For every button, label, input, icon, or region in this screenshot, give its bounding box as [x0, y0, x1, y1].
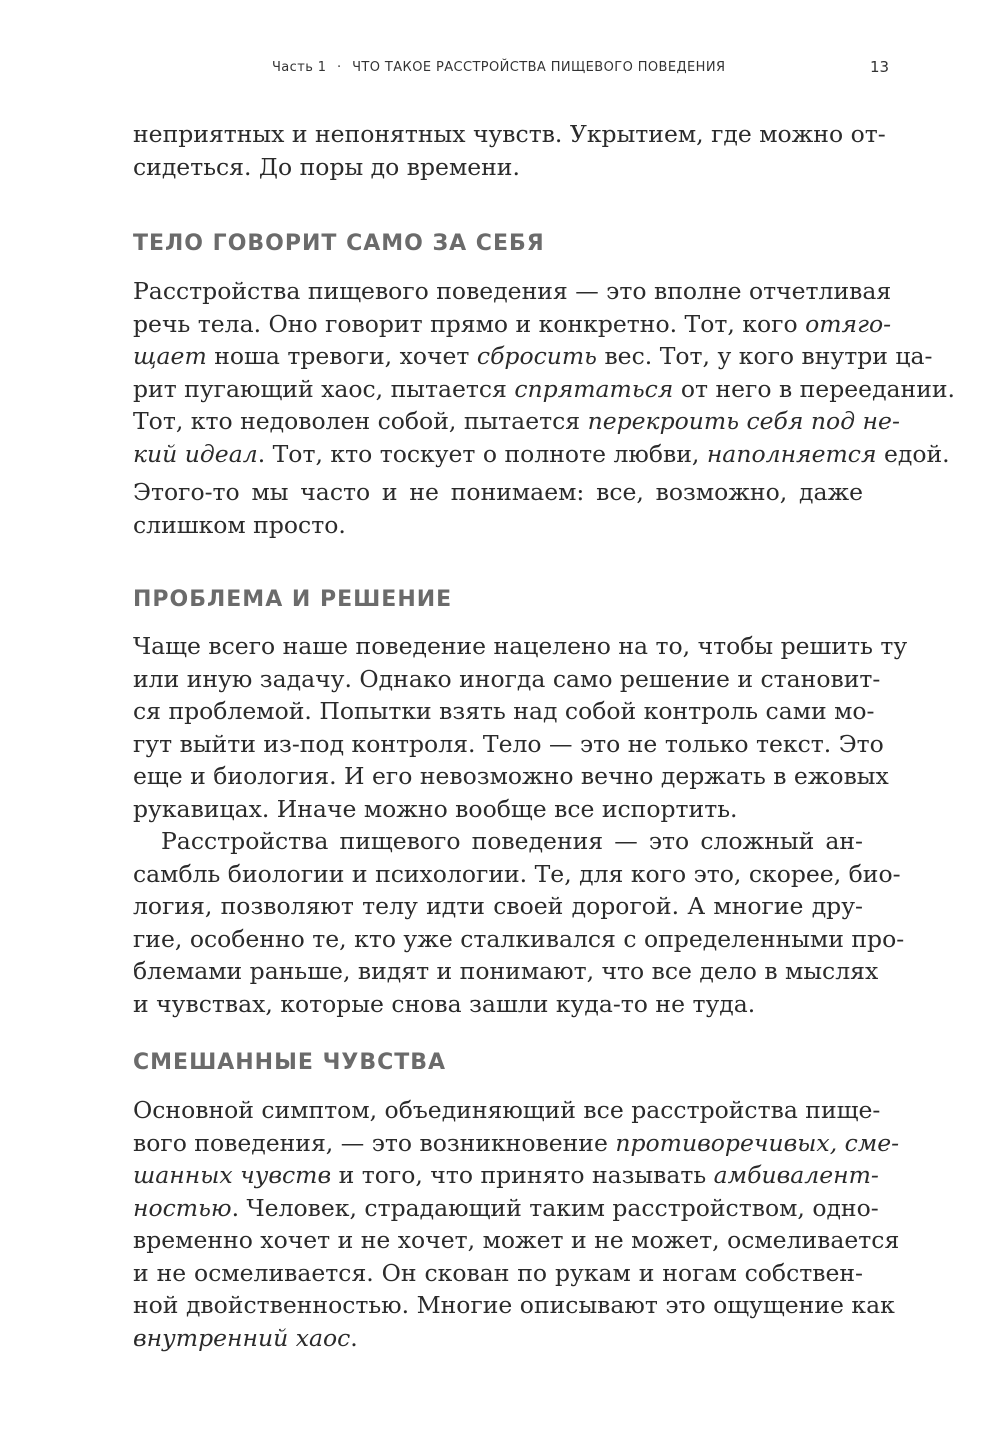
running-head	[272, 60, 725, 75]
text-line: Этого-то мы часто и не понимаем: все, возможно, даже	[133, 478, 863, 506]
text-line: неприятных и непонятных чувств. Укрытием, где можно от-	[133, 120, 886, 148]
text-line: ностью. Человек, страдающий таким расстройством, одно-	[133, 1193, 879, 1222]
text-line: рукавицах. Иначе можно вообще все испортить.	[133, 794, 738, 823]
body-paragraph	[133, 1094, 900, 1354]
body-paragraph	[133, 275, 956, 470]
text-line: шанных чувств и того, что принято называть амбивалент-	[133, 1161, 879, 1189]
text-line: щает ноша тревоги, хочет сбросить вес. Тот, у кого внутри ца-	[133, 342, 933, 370]
text-line: логия, позволяют телу идти своей дорогой. А многие дру-	[133, 892, 863, 920]
body-paragraph	[133, 476, 863, 541]
text-line: сидеться. До поры до времени.	[133, 152, 520, 181]
section-heading-body: ТЕЛО ГОВОРИТ САМО ЗА СЕБЯ	[133, 231, 545, 256]
running-head-separator: ·	[337, 60, 342, 75]
running-head-part: Часть 1	[272, 60, 327, 75]
text-line: Основной симптом, объединяющий все расстройства пище-	[133, 1096, 881, 1124]
running-head-chapter: ЧТО ТАКОЕ РАССТРОЙСТВА ПИЩЕВОГО ПОВЕДЕНИЯ	[352, 60, 726, 75]
text-line: рит пугающий хаос, пытается спрятаться от него в переедании.	[133, 374, 956, 403]
section-heading-problem: ПРОБЛЕМА И РЕШЕНИЕ	[133, 587, 453, 612]
text-line: кий идеал. Тот, кто тоскует о полноте любви, наполняется едой.	[133, 439, 950, 468]
text-line: гут выйти из-под контроля. Тело — это не только текст. Это	[133, 729, 884, 758]
text-line: Расстройства пищевого поведения — это сложный ан-	[161, 827, 863, 855]
section-heading-mixed-feelings: СМЕШАННЫЕ ЧУВСТВА	[133, 1050, 447, 1075]
text-line: самбль биологии и психологии. Те, для кого это, скорее, био-	[133, 859, 901, 888]
text-line: и чувствах, которые снова зашли куда-то не туда.	[133, 989, 756, 1018]
text-line: вого поведения, — это возникновение противоречивых, сме-	[133, 1128, 900, 1157]
text-line: или иную задачу. Однако иногда само решение и становит-	[133, 664, 881, 693]
text-line: гие, особенно те, кто уже сталкивался с определенными про-	[133, 924, 905, 953]
text-line: внутренний хаос.	[133, 1323, 358, 1352]
text-line: блемами раньше, видят и понимают, что все дело в мыслях	[133, 957, 879, 985]
text-line: еще и биология. И его невозможно вечно держать в ежовых	[133, 762, 889, 790]
text-line: Тот, кто недоволен собой, пытается перекроить себя под не-	[133, 407, 900, 435]
text-line: Расстройства пищевого поведения — это вполне отчетливая	[133, 277, 892, 305]
text-line: и не осмеливается. Он скован по рукам и ногам собствен-	[133, 1258, 863, 1287]
body-paragraph	[133, 630, 908, 1020]
text-line: Чаще всего наше поведение нацелено на то, чтобы решить ту	[133, 632, 908, 660]
text-line: речь тела. Оно говорит прямо и конкретно. Тот, кого отяго-	[133, 309, 892, 338]
text-line: временно хочет и не хочет, может и не может, осмеливается	[133, 1226, 900, 1254]
intro-paragraph	[133, 118, 886, 183]
text-line: слишком просто.	[133, 510, 346, 539]
text-line: ся проблемой. Попытки взять над собой контроль сами мо-	[133, 697, 875, 725]
text-line: ной двойственностью. Многие описывают это ощущение как	[133, 1291, 895, 1319]
page-number: 13	[870, 58, 890, 76]
